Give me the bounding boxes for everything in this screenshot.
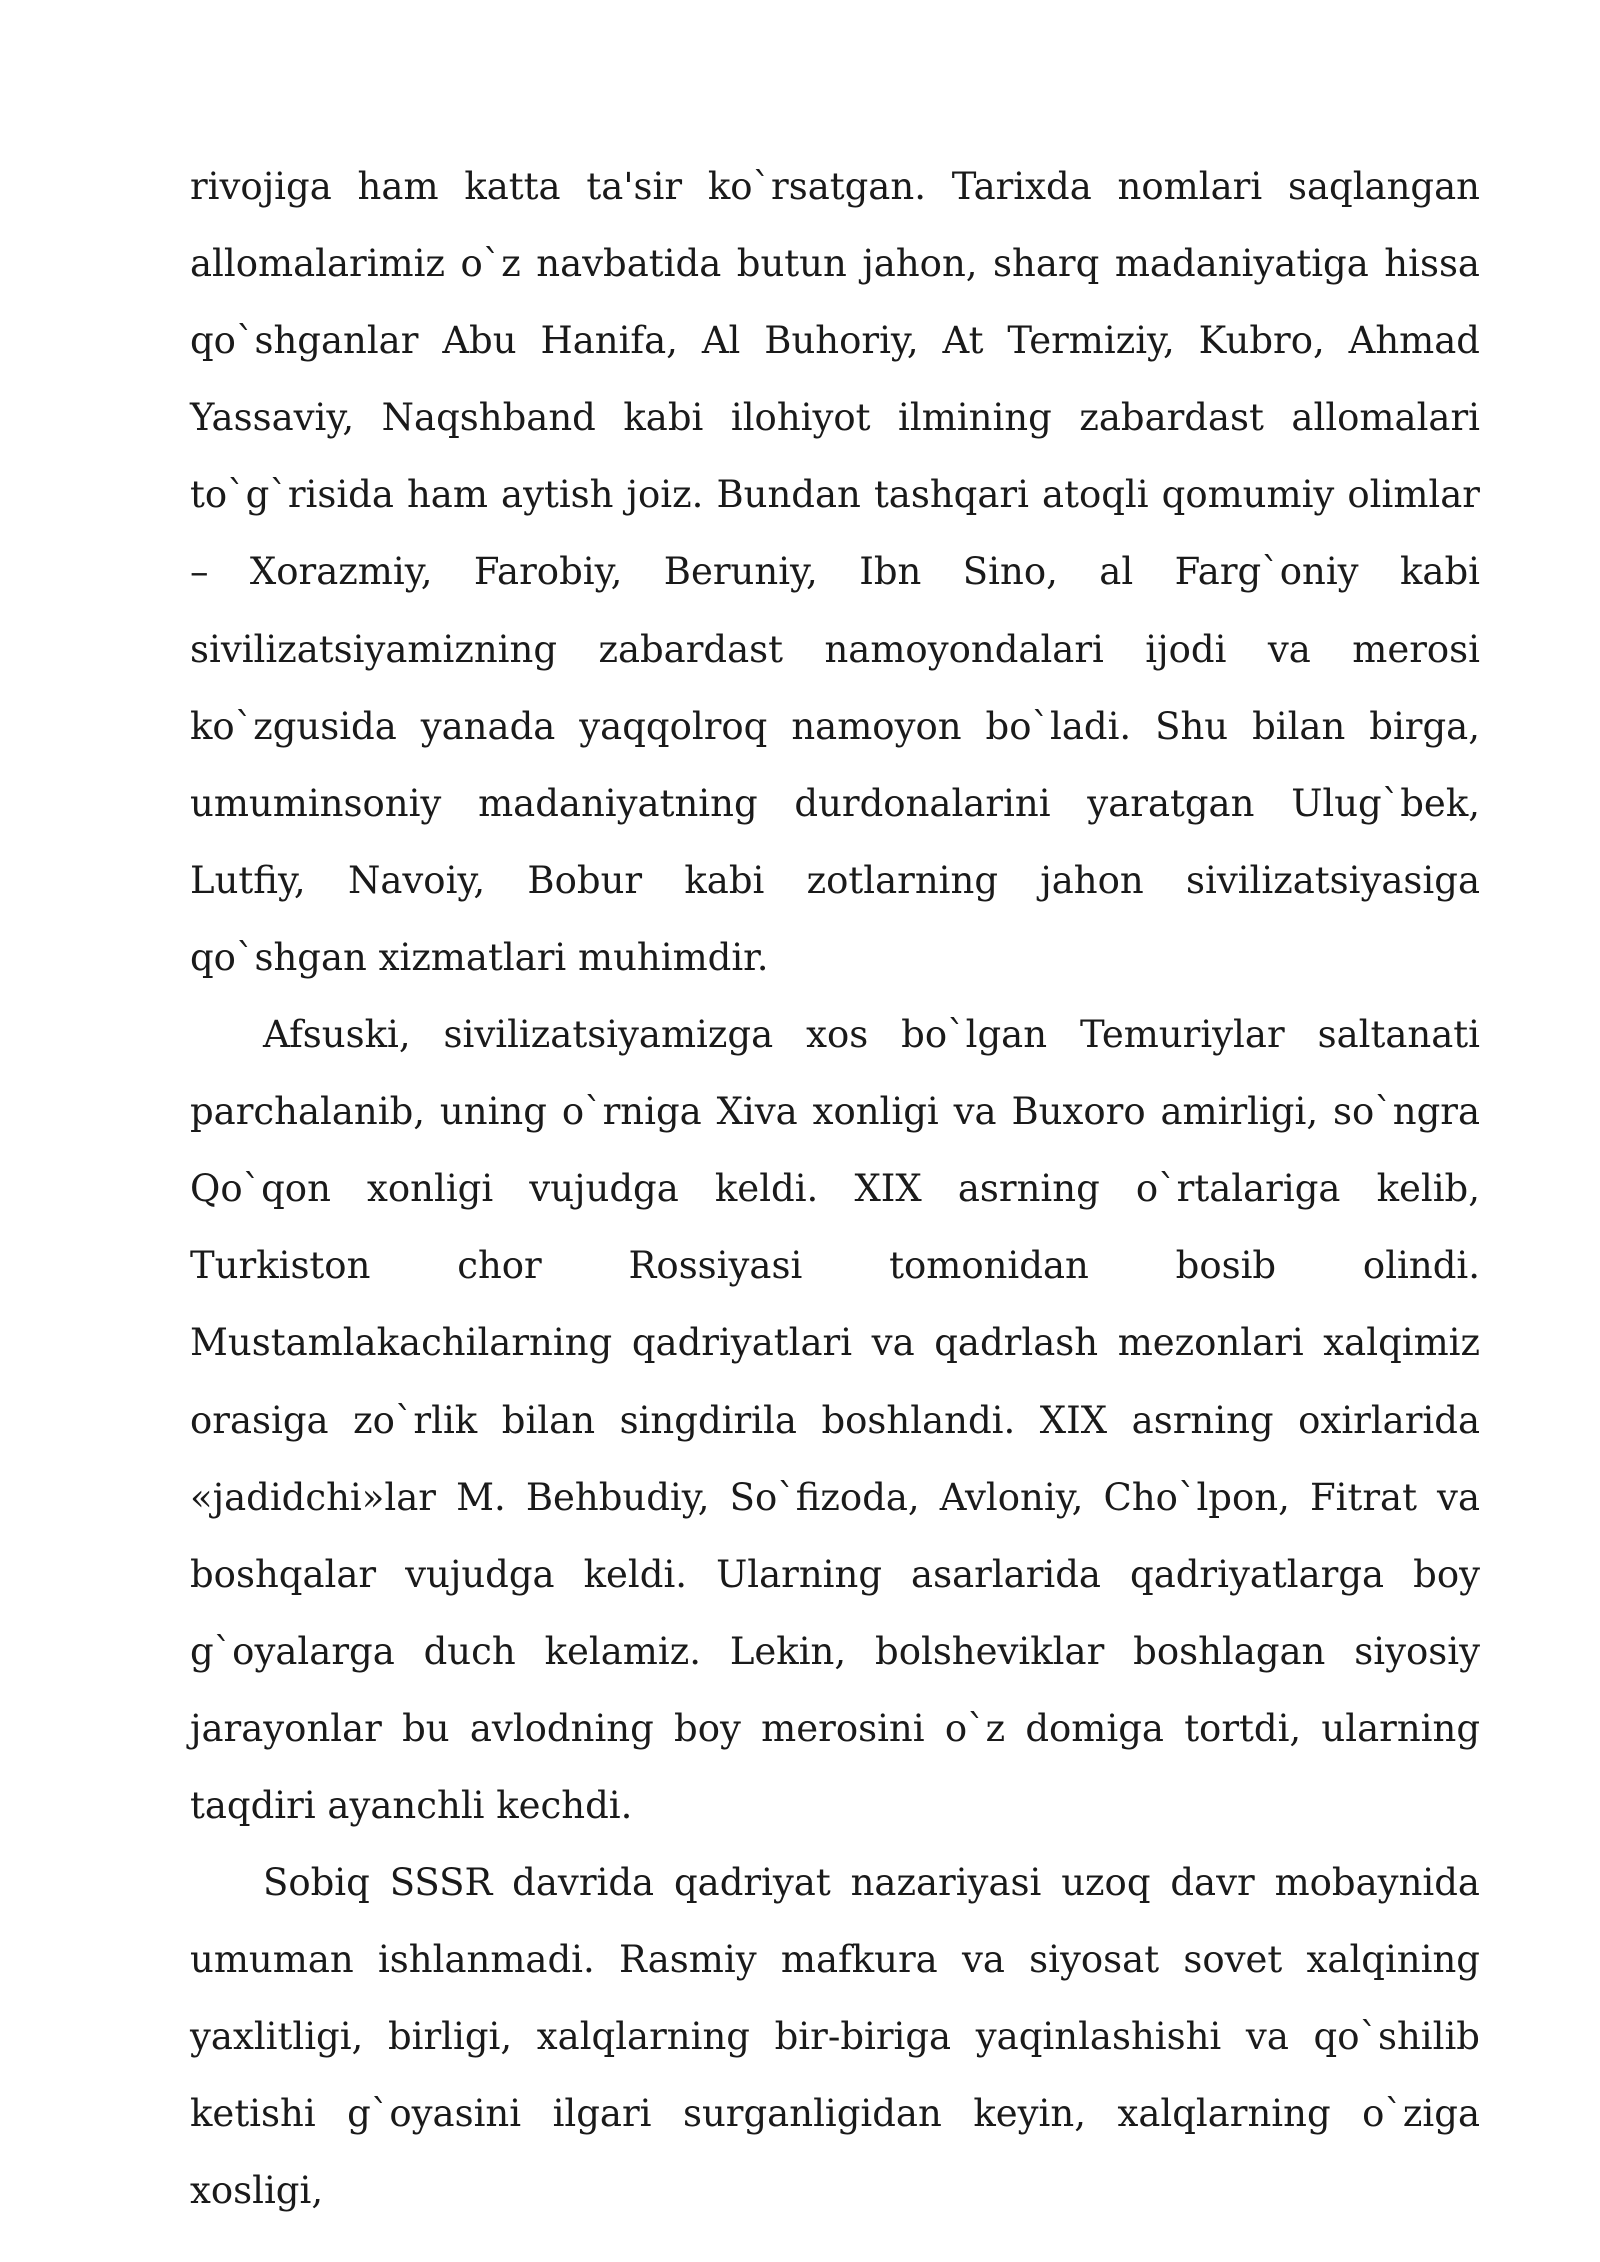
paragraph-afsuski: Afsuski, sivilizatsiyamizga xos bo`lgan Temuriylar saltanati parchalanib, uning o`rniga Xiva xonligi va Buxoro amirligi, so`ngra Qo`qon xonligi vujudga keldi. XIX asrning o`rtalariga kelib, Turkiston chor Rossiyasi tomonidan bosib olindi. Mustamlakachilarning qadriyatlari va qadrlash mezonlari xalqimiz orasiga zo`rlik bilan singdirila boshlandi. XIX asrning oxirlarida «jadidchi»lar M. Behbudiy, So`fizoda, Avloniy, Cho`lpon, Fitrat va boshqalar vujudga keldi. Ularning asarlarida qadriyatlarga boy g`oyalarga duch kelamiz. Lekin, bolsheviklar boshlagan siyosiy jarayonlar bu avlodning boy merosini o`z domiga tortdi, ularning taqdiri ayanchli kechdi. [190,1013,1480,1827]
document-body [190,148,1480,2230]
paragraph-sobiq-sssr: Sobiq SSSR davrida qadriyat nazariyasi uzoq davr mobaynida umuman ishlanmadi. Rasmiy mafkura va siyosat sovet xalqining yaxlitligi, birligi, xalqlarning bir-biriga yaqinlashishi va qo`shilib ketishi g`oyasini ilgari surganligidan keyin, xalqlarning o`ziga xosligi, [190,1861,1480,2213]
paragraph-continuation: rivojiga ham katta ta'sir ko`rsatgan. Tarixda nomlari saqlangan allomalarimiz o`z navbatida butun jahon, sharq madaniyatiga hissa qo`shganlar Abu Hanifa, Al Buhoriy, At Termiziy, Kubro, Ahmad Yassaviy, Naqshband kabi ilohiyot ilmining zabardast allomalari to`g`risida ham aytish joiz. Bundan tashqari atoqli qomumiy olimlar – Xorazmiy, Farobiy, Beruniy, Ibn Sino, al Farg`oniy kabi sivilizatsiyamizning zabardast namoyondalari ijodi va merosi ko`zgusida yanada yaqqolroq namoyon bo`ladi. Shu bilan birga, umuminsoniy madaniyatning durdonalarini yaratgan Ulug`bek, Lutfiy, Navoiy, Bobur kabi zotlarning jahon sivilizatsiyasiga qo`shgan xizmatlari muhimdir. [190,165,1480,979]
